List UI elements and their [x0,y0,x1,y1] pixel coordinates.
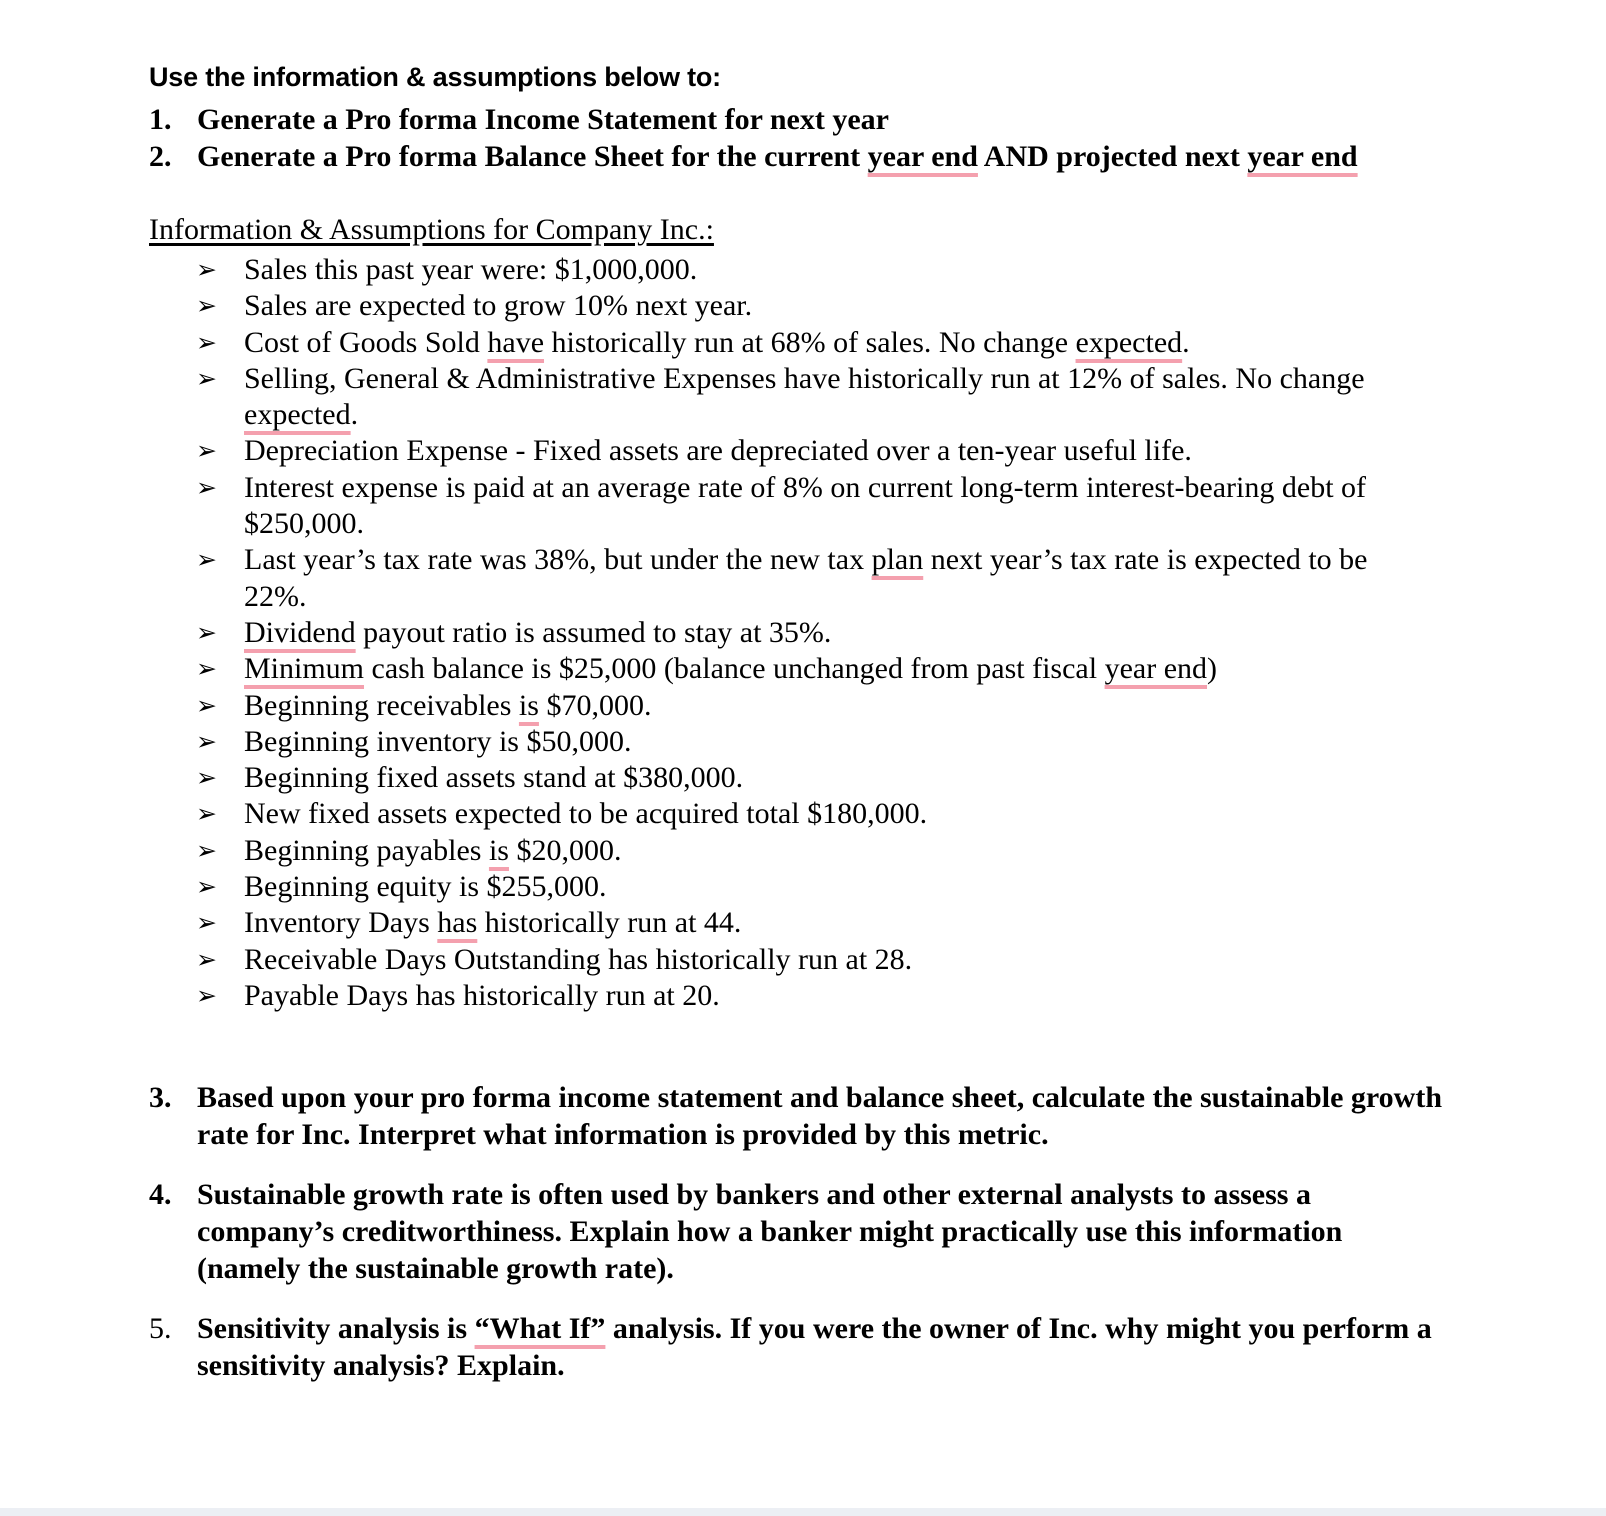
arrow-bullet-icon: ➢ [196,799,217,829]
arrow-bullet-icon: ➢ [196,944,217,974]
arrow-bullet-icon: ➢ [196,654,217,684]
list-item: ➢ Receivable Days Outstanding has historically run at 28. [196,942,1386,978]
spellcheck-underline: “What If” [474,1312,606,1345]
list-item: ➢ Beginning equity is $255,000. [196,869,1386,905]
list-item: ➢ Beginning payables is $20,000. [196,833,1386,869]
list-item: ➢ Beginning receivables is $70,000. [196,688,1386,724]
list-item: ➢ Inventory Days has historically run at 44. [196,905,1386,941]
list-item: ➢ Interest expense is paid at an average rate of 8% on current long-term interest-bearing debt of $250,000. [196,470,1367,541]
list-item: ➢ Beginning inventory is $50,000. [196,724,1386,760]
task-number: 4. [149,1178,172,1211]
arrow-bullet-icon: ➢ [196,327,217,357]
task-number: 1. [149,103,172,136]
arrow-bullet-icon: ➢ [196,872,217,902]
arrow-bullet-icon: ➢ [196,363,217,393]
list-item: ➢ Beginning fixed assets stand at $380,000. [196,760,1386,796]
page-bottom-edge [0,1508,1606,1516]
arrow-bullet-icon: ➢ [196,835,217,865]
list-item: ➢ Minimum cash balance is $25,000 (balance unchanged from past fiscal year end) [196,651,1386,687]
list-item: ➢ Cost of Goods Sold have historically run at 68% of sales. No change expected. [196,325,1386,361]
arrow-bullet-icon: ➢ [196,690,217,720]
task-text: Sensitivity analysis is “What If” analysis. If you were the owner of Inc. why might you perform a sensitivity analysis? Explain. [197,1312,1432,1382]
list-item: ➢ Dividend payout ratio is assumed to stay at 35%. [196,615,1386,651]
arrow-bullet-icon: ➢ [196,908,217,938]
spellcheck-underline: year end [1247,140,1358,173]
task-text: Generate a Pro forma Balance Sheet for the current year end AND projected next year end [197,140,1358,173]
task-number: 3. [149,1081,172,1114]
list-item: ➢ Sales are expected to grow 10% next year. [196,288,1386,324]
task-number: 2. [149,140,172,173]
spellcheck-underline: year end [867,140,978,173]
task-text: Sustainable growth rate is often used by bankers and other external analysts to assess a company’s creditworthiness. Explain how a banker might practically use this information (namely the sustainable growth rate). [197,1178,1343,1285]
task-text: Based upon your pro forma income statement and balance sheet, calculate the sustainable growth rate for Inc. Interpret what information is provided by this metric. [197,1081,1442,1151]
list-item: ➢ Depreciation Expense - Fixed assets are depreciated over a ten-year useful life. [196,433,1386,469]
arrow-bullet-icon: ➢ [196,617,217,647]
assumptions-list [196,252,1386,1014]
arrow-bullet-icon: ➢ [196,763,217,793]
arrow-bullet-icon: ➢ [196,726,217,756]
list-item: ➢ Sales this past year were: $1,000,000. [196,252,1386,288]
list-item: ➢ New fixed assets expected to be acquired total $180,000. [196,796,1386,832]
instructions-heading: Use the information & assumptions below to: [149,62,721,92]
arrow-bullet-icon: ➢ [196,472,217,502]
info-section-title: Information & Assumptions for Company Inc.: [149,213,714,246]
list-item: ➢ Payable Days has historically run at 20. [196,978,1386,1014]
task-text: Generate a Pro forma Income Statement for next year [197,103,889,136]
arrow-bullet-icon: ➢ [196,980,217,1010]
list-item: ➢ Last year’s tax rate was 38%, but under the new tax plan next year’s tax rate is expected to be 22%. [196,543,1368,613]
arrow-bullet-icon: ➢ [196,545,217,575]
task-number: 5. [149,1312,172,1345]
arrow-bullet-icon: ➢ [196,291,217,321]
arrow-bullet-icon: ➢ [196,255,217,284]
arrow-bullet-icon: ➢ [196,436,217,466]
list-item: ➢ Selling, General & Administrative Expenses have historically run at 12% of sales. No change expected. [196,361,1365,432]
